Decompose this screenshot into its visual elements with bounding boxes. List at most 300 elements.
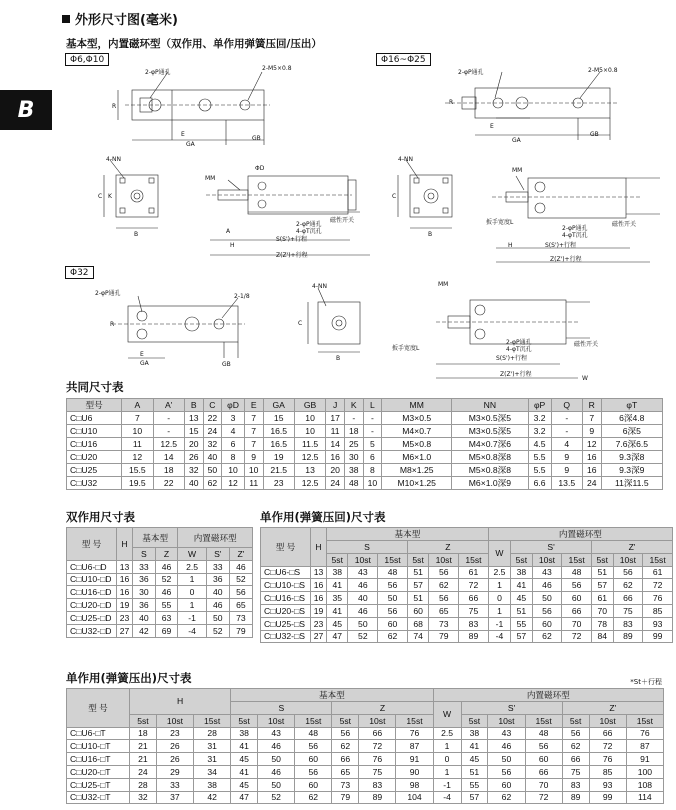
th-se-z2: Z' (562, 702, 663, 715)
value-cell: 50 (258, 753, 295, 766)
lbl-c-1: C (98, 193, 103, 200)
stroke-header: 15st (525, 714, 562, 727)
lbl-w: W (582, 375, 588, 382)
value-cell: 13 (311, 566, 327, 579)
common-header-row (67, 399, 663, 412)
value-cell: 104 (396, 791, 433, 804)
model-cell: C□U16-□T (67, 753, 130, 766)
lbl-h-1: H (230, 242, 235, 249)
value-cell: M6×1.0深9 (452, 477, 529, 490)
value-cell: 60 (488, 778, 525, 791)
lbl-port-p-2: 2-φP通孔 (458, 69, 484, 76)
stroke-header: 10st (348, 553, 378, 566)
value-cell: 16.5 (263, 438, 294, 451)
value-cell: 19 (117, 599, 133, 612)
value-cell: - (551, 412, 582, 425)
th-sr-h: H (311, 528, 327, 567)
bore-label-large: Φ32 (65, 266, 94, 279)
value-cell: 38 (327, 566, 348, 579)
value-cell: 72 (589, 740, 626, 753)
lbl-nn-2: 4-NN (398, 156, 413, 163)
value-cell: 48 (562, 566, 592, 579)
value-cell: 24 (203, 425, 222, 438)
column-header: MM (382, 399, 452, 412)
value-cell: 62 (562, 740, 589, 753)
value-cell: 23 (156, 727, 193, 740)
th-se-basic: 基本型 (231, 689, 433, 702)
value-cell: - (344, 412, 363, 425)
value-cell: 41 (327, 604, 348, 617)
se-header-row-1 (67, 689, 664, 702)
value-cell: 60 (532, 617, 562, 630)
th-se-s: S (231, 702, 332, 715)
value-cell: -4 (178, 624, 206, 637)
stroke-header: 5st (231, 714, 258, 727)
value-cell: 55 (461, 778, 488, 791)
value-cell: 76 (589, 753, 626, 766)
value-cell: 38 (194, 778, 231, 791)
value-cell: 79 (332, 791, 359, 804)
stroke-header: 15st (194, 714, 231, 727)
value-cell: 45 (511, 592, 532, 605)
value-cell: 74 (407, 630, 428, 643)
stroke-header: 15st (295, 714, 332, 727)
value-cell: 73 (229, 611, 252, 624)
value-cell: 46 (229, 560, 252, 573)
value-cell: 42 (194, 791, 231, 804)
value-cell: M10×1.25 (382, 477, 452, 490)
value-cell: 7.6深6.5 (601, 438, 662, 451)
lbl-k-1: K (108, 193, 112, 200)
value-cell: 8 (363, 464, 382, 477)
value-cell: 16.5 (263, 425, 294, 438)
value-cell: 46 (532, 579, 562, 592)
value-cell: 32 (184, 464, 203, 477)
value-cell: M6×1.0 (382, 451, 452, 464)
model-cell: C□U16 (67, 438, 122, 451)
value-cell: 17 (326, 412, 345, 425)
value-cell: 56 (378, 579, 408, 592)
value-cell: 62 (378, 630, 408, 643)
table-row (67, 740, 664, 753)
table-row (261, 592, 673, 605)
value-cell: 6深5 (601, 425, 662, 438)
value-cell: 89 (613, 630, 643, 643)
value-cell: 70 (592, 604, 613, 617)
sub-header: Z' (229, 548, 252, 561)
th-h: H (117, 528, 133, 561)
value-cell: 16 (311, 592, 327, 605)
table-row (67, 451, 663, 464)
value-cell: 43 (348, 566, 378, 579)
column-header: GA (263, 399, 294, 412)
value-cell: 65 (229, 599, 252, 612)
lbl-h-2: H (508, 242, 513, 249)
table-row (67, 611, 253, 624)
th-sr-z: Z (407, 541, 488, 554)
column-header: φP (528, 399, 551, 412)
value-cell: 32 (203, 438, 222, 451)
lbl-d-1: ΦD (255, 165, 265, 172)
value-cell: 41 (461, 740, 488, 753)
stroke-header: 5st (562, 714, 589, 727)
se-header-row-3 (67, 714, 664, 727)
value-cell: 56 (429, 566, 459, 579)
lbl-hole-p-1: 2-φP通孔 (296, 221, 322, 228)
model-cell: C□U25-□T (67, 778, 130, 791)
value-cell: 12.5 (153, 438, 184, 451)
th-se-magnet: 内置磁环型 (433, 689, 663, 702)
value-cell: 90 (396, 765, 433, 778)
value-cell: 84 (592, 630, 613, 643)
value-cell: 7 (244, 425, 263, 438)
table-row (67, 573, 253, 586)
value-cell: 11深11.5 (601, 477, 662, 490)
value-cell: 40 (348, 592, 378, 605)
lbl-m5-1: 2-M5×0.8 (262, 65, 292, 72)
value-cell: 98 (396, 778, 433, 791)
value-cell: - (363, 425, 382, 438)
column-header: E (244, 399, 263, 412)
value-cell: 14 (326, 438, 345, 451)
value-cell: 10 (294, 425, 325, 438)
value-cell: 56 (562, 579, 592, 592)
value-cell: 100 (626, 765, 663, 778)
table-row (261, 630, 673, 643)
value-cell: 72 (643, 579, 673, 592)
sub-header: S (133, 548, 156, 561)
drawing-small-end (104, 160, 158, 228)
lbl-switch-2: 磁性开关 (612, 221, 637, 228)
value-cell: 0 (178, 586, 206, 599)
double-table-title: 双作用尺寸表 (66, 510, 135, 524)
section-tab-b: B (0, 90, 52, 130)
value-cell: M3×0.5 (382, 412, 452, 425)
stroke-header: 10st (156, 714, 193, 727)
th-sr-magnet: 内置磁环型 (488, 528, 672, 541)
value-cell: 13 (117, 560, 133, 573)
bore-label-medium: Φ16~Φ25 (376, 53, 431, 66)
value-cell: 52 (229, 573, 252, 586)
th-sr-z2: Z' (592, 541, 673, 554)
value-cell: 30 (344, 451, 363, 464)
value-cell: M5×0.8深8 (452, 451, 529, 464)
lbl-port-18: 2-1/8 (234, 293, 250, 300)
value-cell: 52 (348, 630, 378, 643)
table-row (67, 560, 253, 573)
value-cell: 66 (525, 765, 562, 778)
common-table-title: 共同尺寸表 (66, 380, 124, 394)
value-cell: 19 (263, 451, 294, 464)
value-cell: 62 (488, 791, 525, 804)
value-cell: 76 (643, 592, 673, 605)
value-cell: 91 (396, 753, 433, 766)
value-cell: 6深4.8 (601, 412, 662, 425)
value-cell: 79 (429, 630, 459, 643)
table-row (67, 727, 664, 740)
th-sr-model: 型 号 (261, 528, 311, 567)
lbl-r-2: R (449, 99, 454, 106)
value-cell: 50 (532, 592, 562, 605)
value-cell: 60 (407, 604, 428, 617)
value-cell: 2.5 (488, 566, 510, 579)
lbl-switch-1: 磁性开关 (330, 217, 355, 224)
drawing-medium-end (398, 160, 452, 228)
value-cell: 99 (643, 630, 673, 643)
value-cell: 45 (461, 753, 488, 766)
value-cell: M3×0.5深5 (452, 425, 529, 438)
value-cell: 87 (626, 740, 663, 753)
model-cell: C□U25-□D (67, 611, 117, 624)
value-cell: -1 (488, 617, 510, 630)
table-row (67, 791, 664, 804)
lbl-b-2: B (428, 231, 433, 238)
lbl-r-3: R (110, 321, 115, 328)
value-cell: 48 (344, 477, 363, 490)
value-cell: 12 (122, 451, 153, 464)
table-row (67, 464, 663, 477)
th-se-z: Z (332, 702, 433, 715)
value-cell: 15 (263, 412, 294, 425)
column-header: NN (452, 399, 529, 412)
lbl-hole-p-2: 2-φP通孔 (562, 225, 588, 232)
value-cell: 9 (551, 451, 582, 464)
stroke-header: 15st (643, 553, 673, 566)
stroke-header: 5st (327, 553, 348, 566)
table-row (261, 579, 673, 592)
value-cell: 23 (263, 477, 294, 490)
table-row (261, 566, 673, 579)
value-cell: 91 (626, 753, 663, 766)
drawing-medium-top (445, 72, 618, 140)
value-cell: 11.5 (294, 438, 325, 451)
value-cell: 63 (155, 611, 178, 624)
value-cell: 9.3深8 (601, 451, 662, 464)
value-cell: 46 (488, 740, 525, 753)
value-cell: 51 (461, 765, 488, 778)
model-cell: C□U10-□D (67, 573, 117, 586)
value-cell: 62 (332, 740, 359, 753)
stroke-header: 5st (407, 553, 428, 566)
value-cell: 66 (589, 727, 626, 740)
stroke-header: 15st (378, 553, 408, 566)
table-row (261, 604, 673, 617)
value-cell: 89 (562, 791, 589, 804)
lbl-wrench-1: 扳手宽度L (486, 219, 514, 226)
value-cell: 10 (363, 477, 382, 490)
value-cell: M4×0.7深6 (452, 438, 529, 451)
value-cell: 62 (295, 791, 332, 804)
model-cell: C□U32-□S (261, 630, 311, 643)
th-basic: 基本型 (133, 528, 178, 548)
lbl-stroke-z-2: Z(Z')+行程 (550, 256, 582, 263)
value-cell: 38 (461, 727, 488, 740)
value-cell: 10 (294, 412, 325, 425)
value-cell: 7 (122, 412, 153, 425)
th-se-model: 型 号 (67, 689, 130, 728)
lbl-b-1: B (134, 231, 139, 238)
value-cell: 57 (407, 579, 428, 592)
value-cell: 11 (244, 477, 263, 490)
common-dimension-table (66, 398, 663, 490)
stroke-header: 5st (461, 714, 488, 727)
lbl-c-2: C (392, 193, 397, 200)
value-cell: 46 (348, 604, 378, 617)
value-cell: 7 (244, 438, 263, 451)
value-cell: 2.5 (433, 727, 461, 740)
lbl-c-3: C (298, 320, 303, 327)
value-cell: 34 (194, 765, 231, 778)
value-cell: 46 (206, 599, 229, 612)
value-cell: 24 (582, 477, 601, 490)
dimension-drawings (0, 0, 676, 385)
lbl-hole-t-3: 4-φT沉孔 (506, 346, 532, 353)
th-sr-s: S (327, 541, 408, 554)
value-cell: 75 (562, 765, 589, 778)
lbl-nn-3: 4-NN (312, 283, 327, 290)
lbl-mm-1: MM (205, 175, 216, 182)
th-magnet: 内置磁环型 (178, 528, 253, 548)
value-cell: 61 (643, 566, 673, 579)
th-model: 型 号 (67, 528, 117, 561)
table-row (261, 617, 673, 630)
value-cell: 56 (332, 727, 359, 740)
value-cell: 31 (194, 753, 231, 766)
value-cell: 70 (562, 617, 592, 630)
lbl-nn-1: 4-NN (106, 156, 121, 163)
model-cell: C□U32 (67, 477, 122, 490)
value-cell: 46 (155, 586, 178, 599)
column-header: φD (222, 399, 245, 412)
model-cell: C□U20-□T (67, 765, 130, 778)
value-cell: 57 (592, 579, 613, 592)
value-cell: 61 (459, 566, 489, 579)
value-cell: 16 (582, 464, 601, 477)
table-row (67, 586, 253, 599)
stroke-header: 5st (592, 553, 613, 566)
value-cell: 9 (582, 425, 601, 438)
value-cell: 11 (122, 438, 153, 451)
value-cell: 61 (592, 592, 613, 605)
value-cell: 26 (184, 451, 203, 464)
value-cell: 1 (488, 604, 510, 617)
value-cell: 10 (244, 464, 263, 477)
value-cell: 10 (122, 425, 153, 438)
model-cell: C□U20-□D (67, 599, 117, 612)
value-cell: 11 (326, 425, 345, 438)
value-cell: 78 (592, 617, 613, 630)
lbl-stroke-z-3: Z(Z')+行程 (500, 371, 532, 378)
value-cell: 16 (117, 586, 133, 599)
lbl-hole-t-2: 4-φT沉孔 (562, 232, 588, 239)
value-cell: 0 (488, 592, 510, 605)
column-header: B (184, 399, 203, 412)
value-cell: -4 (488, 630, 510, 643)
value-cell: 66 (332, 753, 359, 766)
value-cell: 18 (130, 727, 157, 740)
value-cell: 33 (156, 778, 193, 791)
value-cell: 2.5 (178, 560, 206, 573)
value-cell: 12.5 (294, 477, 325, 490)
drawing-medium-side (492, 176, 660, 262)
value-cell: 42 (133, 624, 156, 637)
model-cell: C□U16-□D (67, 586, 117, 599)
column-header: L (363, 399, 382, 412)
value-cell: 66 (562, 753, 589, 766)
lbl-e-2: E (490, 123, 494, 130)
th-se-w: W (433, 702, 461, 728)
value-cell: 35 (327, 592, 348, 605)
model-cell: C□U10 (67, 425, 122, 438)
value-cell: 62 (203, 477, 222, 490)
value-cell: 10 (222, 464, 245, 477)
spring-return-title: 单作用(弹簧压回)尺寸表 (260, 510, 386, 524)
value-cell: 66 (359, 727, 396, 740)
lbl-hole-p-3: 2-φP通孔 (506, 339, 532, 346)
value-cell: 5.5 (528, 464, 551, 477)
lbl-port-p-3: 2-φP通孔 (95, 290, 121, 297)
value-cell: 87 (396, 740, 433, 753)
column-header: A (122, 399, 153, 412)
value-cell: 25 (344, 438, 363, 451)
value-cell: 21 (130, 753, 157, 766)
lbl-ga-2: GA (512, 137, 521, 144)
value-cell: 45 (231, 753, 258, 766)
value-cell: 46 (348, 579, 378, 592)
value-cell: 48 (525, 727, 562, 740)
value-cell: 6 (363, 451, 382, 464)
stroke-header: 5st (332, 714, 359, 727)
value-cell: 8 (222, 451, 245, 464)
value-cell: 13 (184, 412, 203, 425)
value-cell: - (363, 412, 382, 425)
value-cell: 36 (133, 573, 156, 586)
value-cell: 47 (327, 630, 348, 643)
th-sr-s2: S' (511, 541, 592, 554)
value-cell: 50 (348, 617, 378, 630)
value-cell: 55 (155, 599, 178, 612)
value-cell: 38 (511, 566, 532, 579)
value-cell: 5 (363, 438, 382, 451)
value-cell: 76 (626, 727, 663, 740)
stroke-header: 5st (511, 553, 532, 566)
drawing-large-top (112, 296, 245, 358)
value-cell: 19.5 (122, 477, 153, 490)
value-cell: 73 (429, 617, 459, 630)
column-header: K (344, 399, 363, 412)
stroke-header: 15st (396, 714, 433, 727)
lbl-r-1: R (112, 103, 117, 110)
value-cell: 76 (359, 753, 396, 766)
model-cell: C□U32-□T (67, 791, 130, 804)
value-cell: 57 (461, 791, 488, 804)
value-cell: 48 (378, 566, 408, 579)
value-cell: 1 (178, 573, 206, 586)
value-cell: 7 (582, 412, 601, 425)
value-cell: 66 (562, 604, 592, 617)
column-header: C (203, 399, 222, 412)
value-cell: 1 (488, 579, 510, 592)
model-cell: C□U10-□T (67, 740, 130, 753)
lbl-a-1: A (226, 228, 231, 235)
value-cell: M3×0.5深5 (452, 412, 529, 425)
stroke-header: 10st (613, 553, 643, 566)
value-cell: 79 (229, 624, 252, 637)
lbl-stroke-z-1: Z(Z')+行程 (276, 252, 308, 259)
value-cell: 73 (332, 778, 359, 791)
table-row (67, 425, 663, 438)
value-cell: 83 (359, 778, 396, 791)
